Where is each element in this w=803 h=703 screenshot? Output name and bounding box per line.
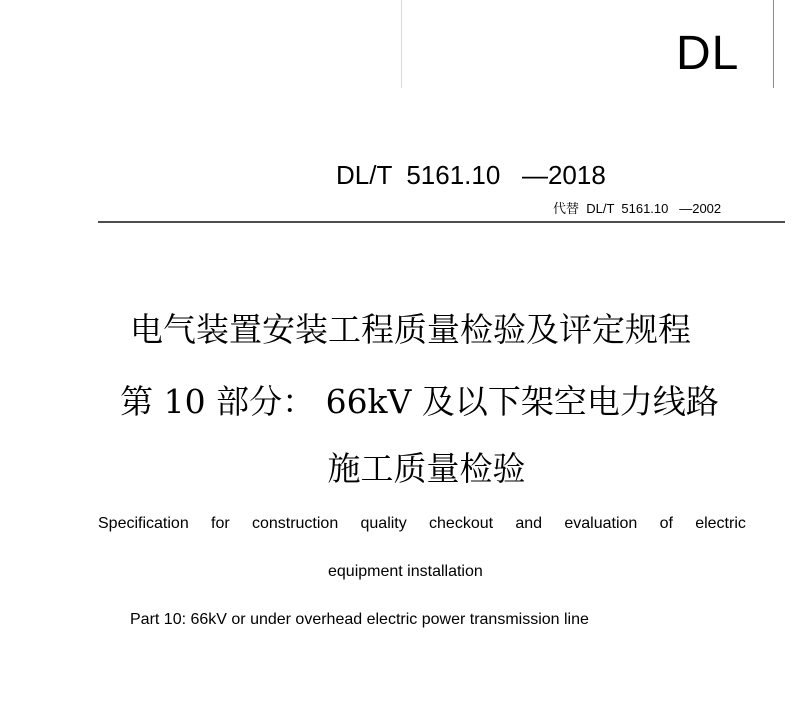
header-rule: [98, 221, 785, 223]
english-subtitle: Part 10: 66kV or under overhead electric power transmission line: [130, 611, 589, 628]
english-title-word: construction: [251, 515, 339, 532]
english-title-word: checkout: [429, 515, 494, 532]
replaces-standard: 代替 DL/T 5161.10 —2002: [553, 201, 722, 216]
english-title-line-1: [98, 513, 746, 535]
english-title-line-2: equipment installation: [328, 563, 483, 580]
english-title-word: quality: [360, 515, 407, 532]
english-title-word: for: [211, 515, 230, 532]
english-title-word: electric: [695, 515, 746, 532]
english-title-word: evaluation: [564, 515, 638, 532]
header-divider-left: [401, 0, 402, 88]
chinese-title-line-3: 施工质量检验: [327, 449, 526, 488]
chinese-title-line-2: 第 10 部分： 66kV 及以下架空电力线路: [120, 382, 719, 421]
standard-number: DL/T 5161.10 —2018: [336, 160, 606, 190]
english-title-word: of: [659, 515, 673, 532]
header-divider-right: [773, 0, 774, 88]
english-title-word: Specification: [98, 515, 189, 532]
english-title-word: and: [515, 515, 543, 532]
chinese-title-line-1: 电气装置安装工程质量检验及评定规程: [130, 310, 691, 349]
dl-logo: DL: [676, 27, 740, 80]
